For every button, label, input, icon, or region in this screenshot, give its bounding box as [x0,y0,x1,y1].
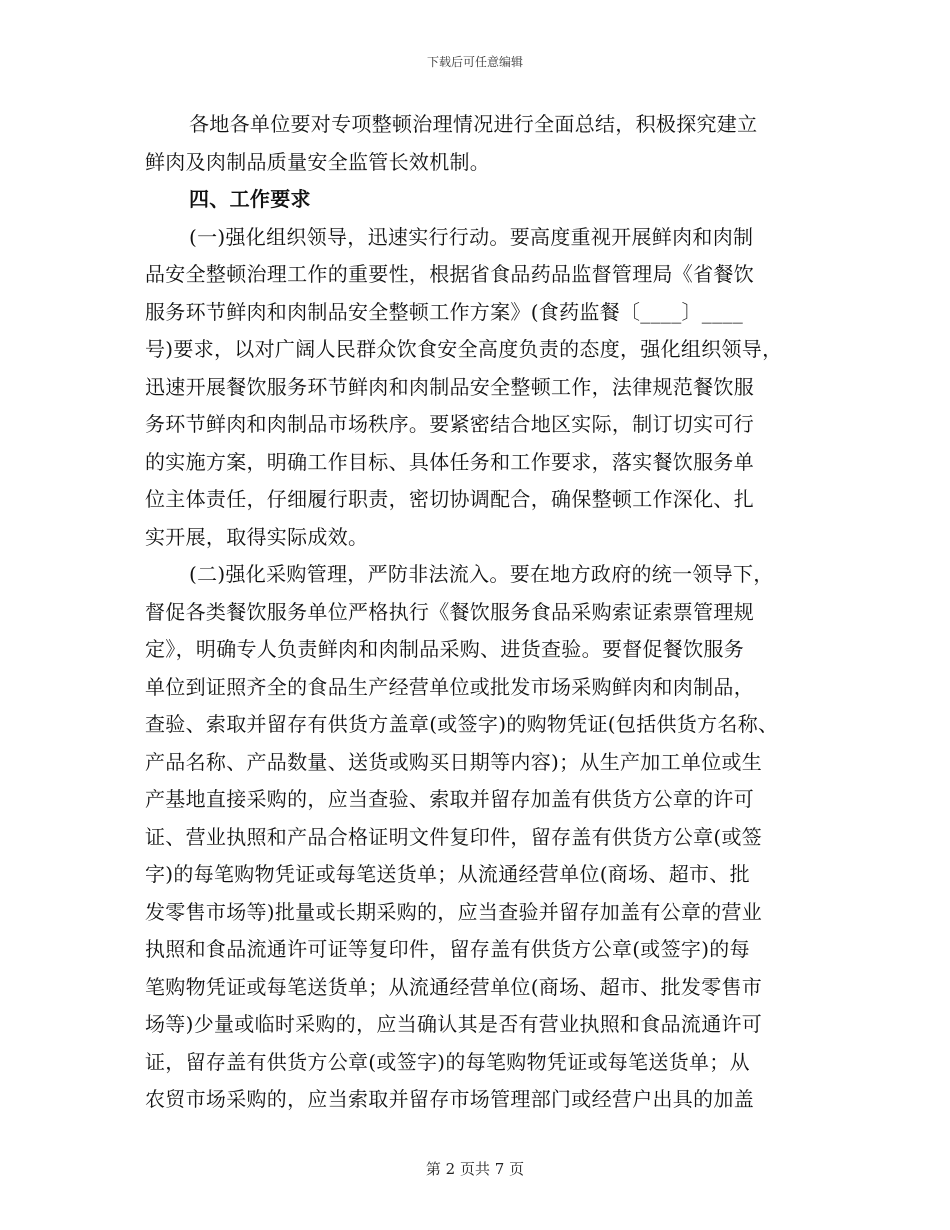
page-header: 下载后可任意编辑 [426,55,523,69]
text-line: 发零售市场等)批量或长期采购的，应当查验并留存加盖有公章的营业 [145,899,763,924]
text-line: 产品名称、产品数量、送货或购买日期等内容)；从生产加工单位或生 [145,749,763,774]
text-line: 农贸市场采购的，应当索取并留存市场管理部门或经营户出具的加盖 [145,1087,754,1111]
text-line: 证，留存盖有供货方公章(或签字)的每笔购物凭证或每笔送货单；从 [145,1049,750,1074]
text-line: 迅速开展餐饮服务环节鲜肉和肉制品安全整顿工作，法律规范餐饮服 [145,374,754,399]
text-line: 品安全整顿治理工作的重要性，根据省食品药品监督管理局《省餐饮 [145,262,754,286]
text-line: 证、营业执照和产品合格证明文件复印件，留存盖有供货方公章(或签 [145,824,763,849]
text-line: 单位到证照齐全的食品生产经营单位或批发市场采购鲜肉和肉制品， [145,674,754,699]
text-line: 号)要求，以对广阔人民群众饮食安全高度负责的态度，强化组织领导， [145,337,783,361]
text-line: 的实施方案，明确工作目标、具体任务和工作要求，落实餐饮服务单 [145,449,754,474]
text-line: 督促各类餐饮服务单位严格执行《餐饮服务食品采购索证索票管理规 [145,599,754,624]
text-line: 查验、索取并留存有供货方盖章(或签字)的购物凭证(包括供货方名称、 [145,712,779,736]
text-line: 定》，明确专人负责鲜肉和肉制品采购、进货查验。要督促餐饮服务 [145,637,744,661]
text-line: 执照和食品流通许可证等复印件，留存盖有供货方公章(或签字)的每 [145,937,750,961]
page-number: 第 2 页共 7 页 [425,1160,525,1178]
text-line: 笔购物凭证或每笔送货单；从流通经营单位(商场、超市、批发零售市 [145,974,763,999]
document-body [145,106,805,1119]
text-line: 各地各单位要对专项整顿治理情况进行全面总结，积极探究建立 [189,112,758,136]
text-line: (一)强化组织领导，迅速实行行动。要高度重视开展鲜肉和肉制 [189,224,754,249]
text-line: 实开展，取得实际成效。 [145,524,369,549]
section-heading: 四、工作要求 [189,187,311,211]
text-line: 字)的每笔购物凭证或每笔送货单；从流通经营单位(商场、超市、批 [145,862,750,886]
text-line: 产基地直接采购的，应当查验、索取并留存加盖有供货方公章的许可 [145,787,754,811]
text-line: 位主体责任，仔细履行职责，密切协调配合，确保整顿工作深化、扎 [145,487,754,511]
text-line: (二)强化采购管理，严防非法流入。要在地方政府的统一领导下， [189,562,774,586]
text-line: 鲜肉及肉制品质量安全监管长效机制。 [145,149,491,174]
text-line: 场等)少量或临时采购的，应当确认其是否有营业执照和食品流通许可 [145,1012,763,1036]
text-line: 服务环节鲜肉和肉制品安全整顿工作方案》(食药监餐〔____〕____ [145,299,744,324]
text-line: 务环节鲜肉和肉制品市场秩序。要紧密结合地区实际，制订切实可行 [145,412,754,436]
